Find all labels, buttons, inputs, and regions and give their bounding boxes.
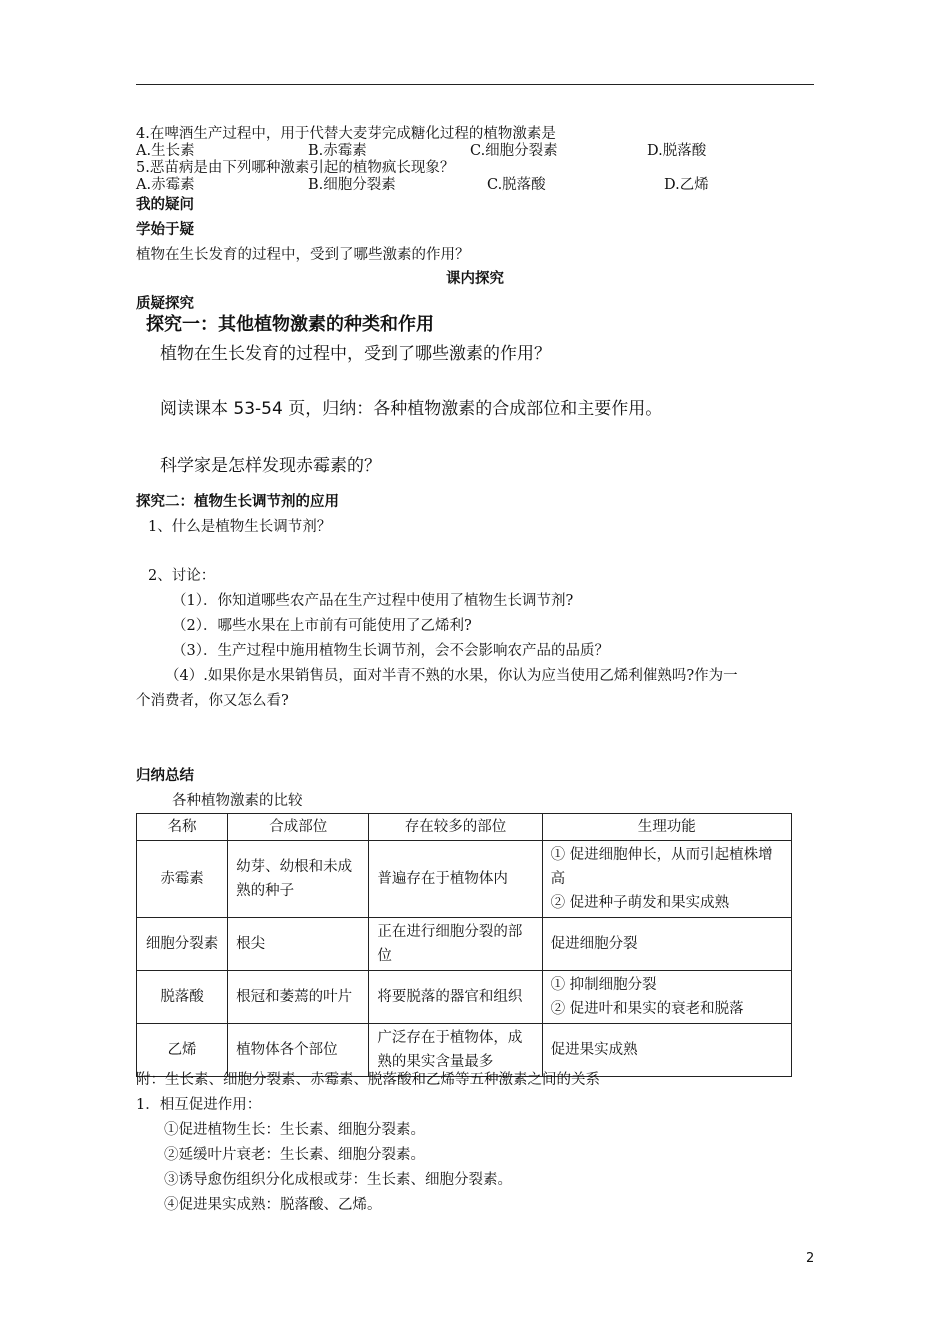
- discussion-item-1: （1）．你知道哪些农产品在生产过程中使用了植物生长调节剂?: [172, 593, 574, 609]
- classroom-title: 课内探究: [446, 270, 504, 287]
- header-rule: [136, 84, 814, 85]
- table-header-row: [137, 814, 792, 841]
- discussion-item-2: （2）．哪些水果在上市前有可能使用了乙烯利?: [172, 618, 472, 634]
- appendix-title: 附：生长素、细胞分裂素、赤霉素、脱落酸和乙烯等五种激素之间的关系: [136, 1072, 600, 1088]
- cell-name: 乙烯: [137, 1024, 228, 1077]
- inquiry1-question-2: 阅读课本 53-54 页，归纳：各种植物激素的合成部位和主要作用。: [160, 399, 663, 419]
- function-line: ② 促进叶和果实的衰老和脱落: [550, 1001, 744, 1017]
- appendix-subheading: 1．相互促进作用：: [136, 1097, 262, 1113]
- cell-function: [542, 971, 791, 1024]
- cell-name: 细胞分裂素: [137, 918, 228, 971]
- appendix-item-1: ①促进植物生长：生长素、细胞分裂素。: [164, 1122, 425, 1138]
- cell-site: 植物体各个部位: [228, 1024, 369, 1077]
- appendix-item-2: ②延缓叶片衰老：生长素、细胞分裂素。: [164, 1147, 425, 1163]
- q4-stem: 4.在啤酒生产过程中，用于代替大麦芽完成糖化过程的植物激素是: [136, 126, 556, 142]
- q4-option-a: A.生长素: [136, 143, 195, 159]
- header-rich-site: 存在较多的部位: [369, 814, 542, 841]
- cell-rich-site: 广泛存在于植物体，成熟的果实含量最多: [369, 1024, 542, 1077]
- learn-text: 植物在生长发育的过程中，受到了哪些激素的作用？: [136, 247, 470, 263]
- inquiry2-question-1: 1、什么是植物生长调节剂？: [148, 519, 332, 535]
- header-function: 生理功能: [542, 814, 791, 841]
- cell-name: 赤霉素: [137, 841, 228, 918]
- cell-site: 根冠和萎蔫的叶片: [228, 971, 369, 1024]
- hormone-comparison-table: [136, 813, 792, 1077]
- cell-rich-site: 正在进行细胞分裂的部位: [369, 918, 542, 971]
- q4-option-c: C.细胞分裂素: [470, 143, 558, 159]
- cell-function: 促进果实成熟: [542, 1024, 791, 1077]
- cell-site: 幼芽、幼根和未成熟的种子: [228, 841, 369, 918]
- q5-option-c: C.脱落酸: [487, 177, 546, 193]
- q5-option-b: B.细胞分裂素: [308, 177, 396, 193]
- inquiry2-question-2: 2、讨论：: [148, 568, 216, 584]
- discussion-item-4: （4）.如果你是水果销售员，面对半青不熟的水果，你认为应当使用乙烯利催熟吗?作为一: [165, 668, 738, 684]
- q4-option-d: D.脱落酸: [647, 143, 707, 159]
- appendix-item-3: ③诱导愈伤组织分化成根或芽：生长素、细胞分裂素。: [164, 1172, 512, 1188]
- appendix-item-4: ④促进果实成熟：脱落酸、乙烯。: [164, 1197, 382, 1213]
- inquiry1-title: 探究一：其他植物激素的种类和作用: [146, 314, 434, 335]
- table-row: [137, 1024, 792, 1077]
- cell-name: 脱落酸: [137, 971, 228, 1024]
- q4-option-b: B.赤霉素: [308, 143, 367, 159]
- function-line: ① 促进细胞伸长，从而引起植株增高: [550, 847, 773, 887]
- inquiry2-title: 探究二：植物生长调节剂的应用: [136, 493, 339, 510]
- discussion-item-3: （3）．生产过程中施用植物生长调节剂，会不会影响农产品的品质？: [172, 643, 609, 659]
- q5-option-d: D.乙烯: [664, 177, 709, 193]
- inquiry-heading: 质疑探究: [136, 295, 194, 312]
- header-name: 名称: [137, 814, 228, 841]
- page-number: 2: [806, 1251, 815, 1266]
- summary-heading: 归纳总结: [136, 767, 194, 784]
- cell-function: [542, 841, 791, 918]
- cell-function: 促进细胞分裂: [542, 918, 791, 971]
- table-caption: 各种植物激素的比较: [172, 793, 303, 809]
- learn-heading: 学始于疑: [136, 221, 194, 238]
- table-row: [137, 918, 792, 971]
- header-site: 合成部位: [228, 814, 369, 841]
- table-row: [137, 841, 792, 918]
- inquiry1-question-3: 科学家是怎样发现赤霉素的？: [160, 456, 381, 476]
- my-questions-heading: 我的疑问: [136, 196, 194, 213]
- function-line: ① 抑制细胞分裂: [550, 977, 657, 993]
- discussion-item-4-cont: 个消费者，你又怎么看?: [136, 693, 289, 709]
- cell-rich-site: 普遍存在于植物体内: [369, 841, 542, 918]
- inquiry1-question-1: 植物在生长发育的过程中，受到了哪些激素的作用？: [160, 344, 551, 364]
- table-row: [137, 971, 792, 1024]
- function-line: ② 促进种子萌发和果实成熟: [550, 895, 730, 911]
- q5-stem: 5.恶苗病是由下列哪种激素引起的植物疯长现象？: [136, 160, 455, 176]
- cell-rich-site: 将要脱落的器官和组织: [369, 971, 542, 1024]
- q5-option-a: A.赤霉素: [136, 177, 195, 193]
- cell-site: 根尖: [228, 918, 369, 971]
